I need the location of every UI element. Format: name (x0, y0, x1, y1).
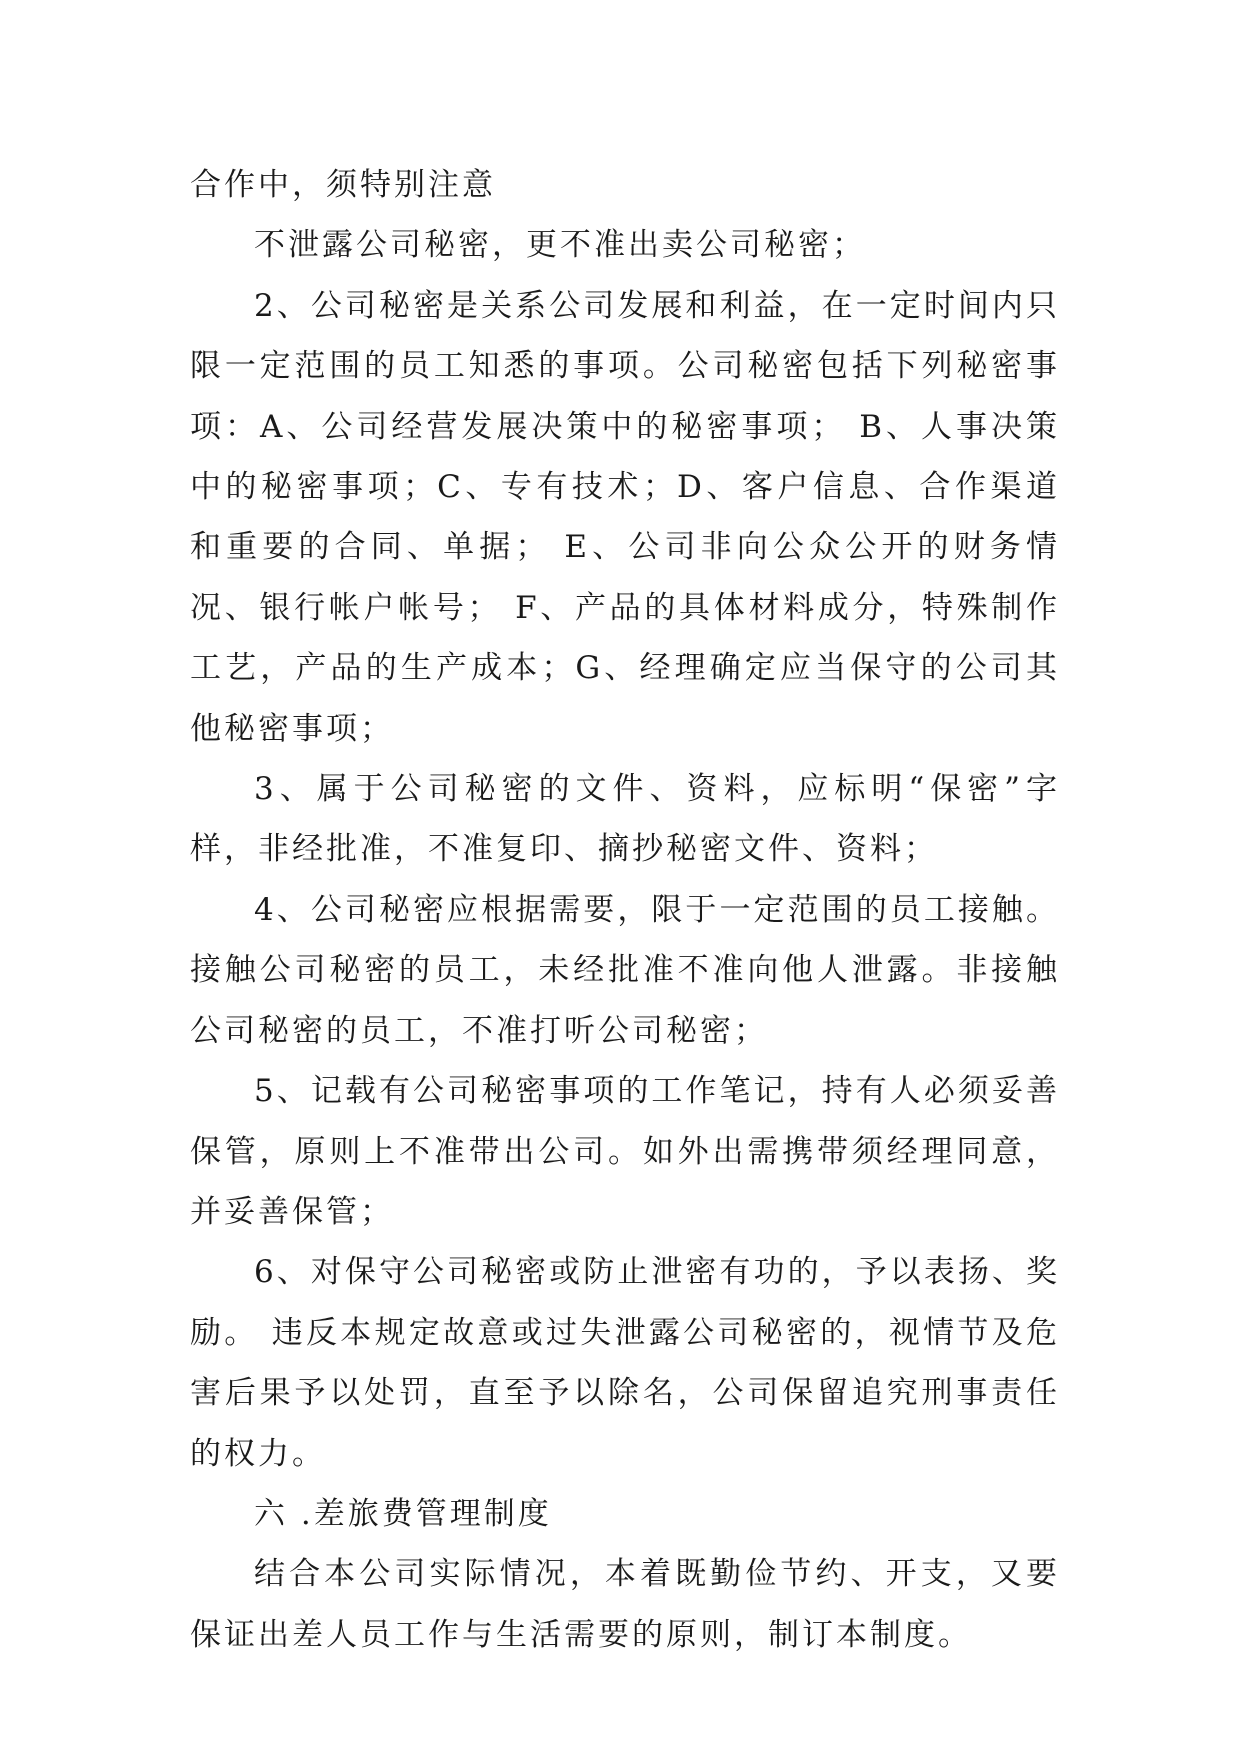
paragraph-item-3-documents: 3、属于公司秘密的文件、资料，应标明“保密”字样，非经批准，不准复印、摘抄秘密文件、资料； (190, 771, 1060, 868)
paragraph-item-4-access: 4、公司秘密应根据需要，限于一定范围的员工接触。接触公司秘密的员工，未经批准不准向他人泄露。非接触公司秘密的员工，不准打听公司秘密； (190, 891, 1060, 1049)
paragraph-travel-intro: 结合本公司实际情况，本着既勤俭节约、开支，又要保证出差人员工作与生活需要的原则，制订本制度。 (190, 1556, 1060, 1653)
paragraph-item-6-rewards: 6、对保守公司秘密或防止泄密有功的，予以表扬、奖励。 违反本规定故意或过失泄露公司秘密的，视情节及危害后果予以处罚，直至予以除名，公司保留追究刑事责任的权力。 (190, 1254, 1060, 1472)
section-heading-travel-expenses: 六 .差旅费管理制度 (254, 1495, 552, 1532)
paragraph-item-5-notes: 5、记载有公司秘密事项的工作笔记，持有人必须妥善保管，原则上不准带出公司。如外出需携带须经理同意，并妥善保管； (190, 1073, 1060, 1230)
paragraph-continuation: 合作中，须特别注意 (190, 167, 496, 203)
paragraph-item-2-secrets: 2、公司秘密是关系公司发展和利益，在一定时间内只限一定范围的员工知悉的事项。公司秘密包括下列秘密事项：A、公司经营发展决策中的秘密事项； B、人事决策中的秘密事项；C、专有技术；D、客户信息、合作渠道和重要的合同、单据； E、公司非向公众公开的财务情况、银行帐户帐号； F、产品的具体材料成分，特殊制作工艺，产品的生产成本；G、经理确定应当保守的公司其他秘密事项； (190, 287, 1060, 747)
paragraph-no-disclosure: 不泄露公司秘密，更不准出卖公司秘密； (254, 227, 866, 264)
document-body (190, 155, 1060, 1665)
